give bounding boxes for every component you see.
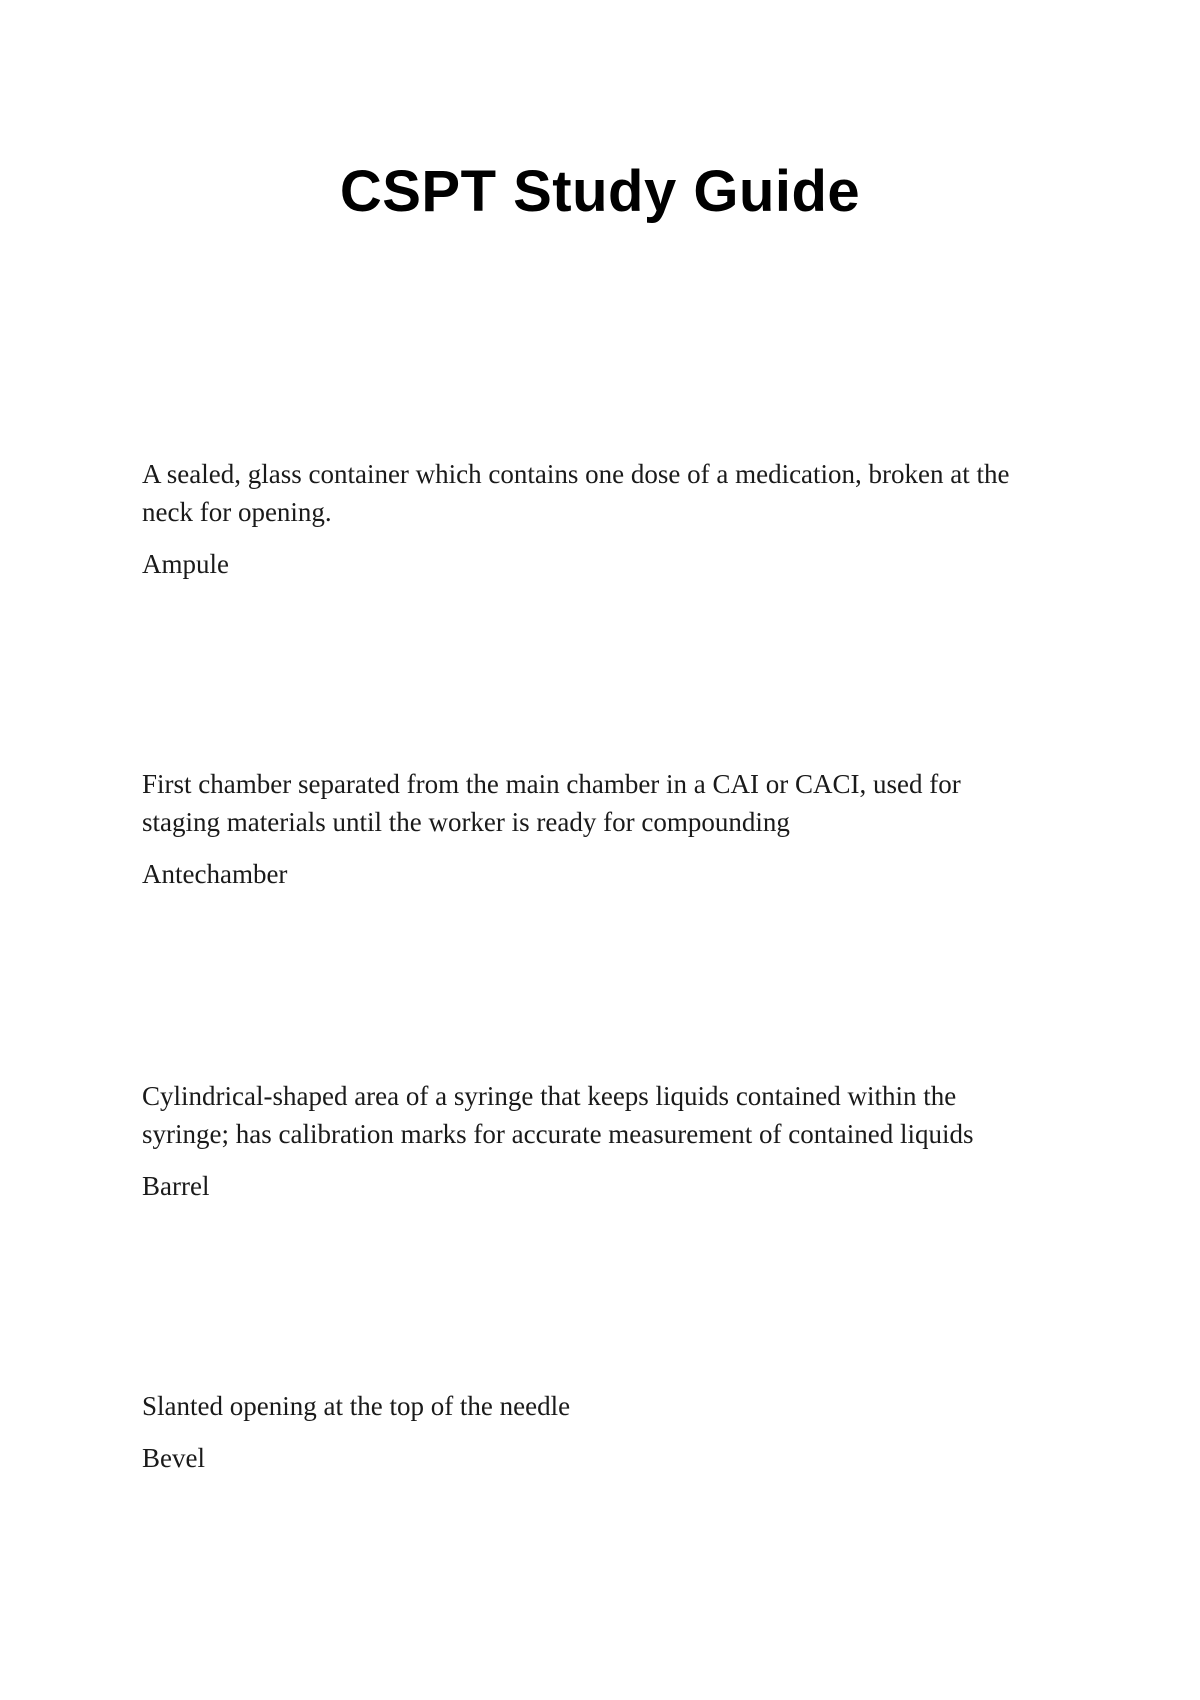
page-title: CSPT Study Guide [339,159,861,224]
card-term: Ampule [142,549,229,579]
card-definition: First chamber separated from the main chamber in a CAI or CACI, used for staging materials until the worker is ready for compounding [142,769,961,837]
flashcard [142,455,1042,583]
card-definition: Slanted opening at the top of the needle [142,1391,571,1421]
card-term: Barrel [142,1171,210,1201]
flashcard [142,765,1042,893]
card-definition: A sealed, glass container which contains one dose of a medication, broken at the neck for opening. [142,459,1010,527]
card-term: Antechamber [142,859,288,889]
flashcard [142,1077,1042,1205]
card-definition: Cylindrical-shaped area of a syringe that keeps liquids contained within the syringe; has calibration marks for accurate measurement of contained liquids [142,1081,974,1149]
card-term: Bevel [142,1443,205,1473]
flashcard [142,1387,1042,1477]
